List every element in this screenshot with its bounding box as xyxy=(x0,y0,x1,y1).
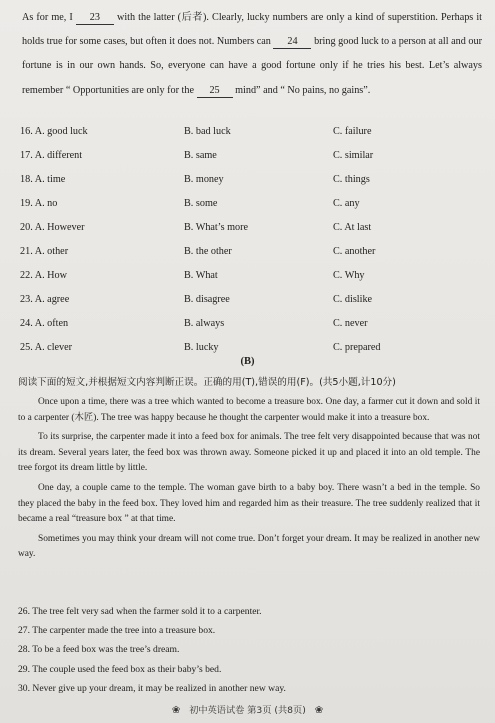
option-c: C. never xyxy=(333,318,368,329)
option-c: C. dislike xyxy=(333,294,373,305)
true-false-questions xyxy=(18,602,480,698)
option-b: B. disagree xyxy=(184,294,230,305)
question-item: 28. To be a feed box was the tree’s dream. xyxy=(18,644,180,656)
option-a: 17. A. different xyxy=(20,150,83,161)
option-c: C. similar xyxy=(333,150,374,161)
choice-row xyxy=(20,192,480,216)
choice-row xyxy=(20,144,480,168)
option-a: 21. A. other xyxy=(20,246,69,257)
intro-text-1: As for me, I xyxy=(22,12,73,23)
choice-row xyxy=(20,168,480,192)
option-a: 20. A. However xyxy=(20,222,85,233)
option-c: C. Why xyxy=(333,270,365,281)
option-a: 18. A. time xyxy=(20,174,66,185)
option-a: 16. A. good luck xyxy=(20,126,88,137)
option-b: B. same xyxy=(184,150,217,161)
option-c: C. any xyxy=(333,198,360,209)
choice-row xyxy=(20,240,480,264)
section-b-heading: (B) xyxy=(240,356,255,367)
option-b: B. What’s more xyxy=(184,222,249,233)
passage-paragraph: Sometimes you may think your dream will not come true. Don’t forget your dream. It may be realized in another new way. xyxy=(18,533,480,560)
option-c: C. failure xyxy=(333,126,372,137)
choice-row xyxy=(20,312,480,336)
choice-row xyxy=(20,288,480,312)
reading-passage xyxy=(18,395,480,563)
question-item: 30. Never give up your dream, it may be realized in another new way. xyxy=(18,682,286,694)
option-c: C. At last xyxy=(333,222,372,233)
intro-text-2: with the latter (后者). Clearly, lucky numbers are only a kind of superstition. Perhaps it holds true for some cases, but often it does not. Numbers can xyxy=(22,12,483,48)
choice-row xyxy=(20,264,480,288)
passage-paragraph: One day, a couple came to the temple. The woman gave birth to a baby boy. There wasn’t a bed in the temple. So they placed the baby in the feed box. They loved him and regarded him as their treasure. The tree suddenly realized that it became a real “treasure box ” at that time. xyxy=(18,482,480,525)
option-b: B. lucky xyxy=(184,342,219,353)
option-c: C. prepared xyxy=(333,342,381,353)
option-b: B. the other xyxy=(184,246,232,257)
option-c: C. another xyxy=(333,246,376,257)
option-b: B. What xyxy=(184,270,218,281)
option-a: 23. A. agree xyxy=(20,294,70,305)
option-a: 25. A. clever xyxy=(20,342,73,353)
blank-24: 24 xyxy=(273,36,311,49)
page-footer xyxy=(0,702,495,716)
choice-row xyxy=(20,120,480,144)
option-c: C. things xyxy=(333,174,370,185)
option-a: 19. A. no xyxy=(20,198,58,209)
intro-text-4: mind” and “ No pains, no gains”. xyxy=(235,84,371,96)
option-a: 22. A. How xyxy=(20,270,67,281)
option-b: B. bad luck xyxy=(184,126,231,137)
question-item: 26. The tree felt very sad when the farmer sold it to a carpenter. xyxy=(18,606,262,617)
flower-icon: ❀ xyxy=(171,705,181,716)
question-item: 27. The carpenter made the tree into a treasure box. xyxy=(18,625,216,637)
question-item: 29. The couple used the feed box as their baby’s bed. xyxy=(18,663,222,675)
intro-text-3: bring good luck to a person at all and our fortune is in our own hands. So, everyone can have a good fortune only if he tries his best. Let’s always remember “ Opportunities are only for the xyxy=(22,36,483,96)
passage-paragraph: Once upon a time, there was a tree which wanted to become a treasure box. One day, a farmer cut it down and sold it to a carpenter (木匠). The tree was happy because he thought the carpenter would make it into a treasure box. xyxy=(18,397,480,423)
option-b: B. some xyxy=(184,198,218,209)
blank-25: 25 xyxy=(197,85,233,98)
flower-icon: ❀ xyxy=(314,705,324,716)
passage-paragraph: To its surprise, the carpenter made it into a feed box for animals. The tree felt very disappointed because that was not its dream. Several years later, the feed box was thrown away. Someone picked it up and placed it into an old temple. The tree forgot its dream little by little. xyxy=(18,432,480,474)
blank-23: 23 xyxy=(76,12,114,25)
option-b: B. always xyxy=(184,318,225,329)
footer-text: 初中英语试卷 第3页 (共8页) xyxy=(189,705,306,716)
option-a: 24. A. often xyxy=(20,318,69,329)
choices-list xyxy=(20,120,480,360)
choice-row xyxy=(20,216,480,240)
option-b: B. money xyxy=(184,174,224,185)
section-b-instructions: 阅读下面的短文,并根据短文内容判断正误。正确的用(T),错误的用(F)。(共5小题,计10分) xyxy=(18,377,396,388)
intro-paragraph xyxy=(22,6,482,103)
